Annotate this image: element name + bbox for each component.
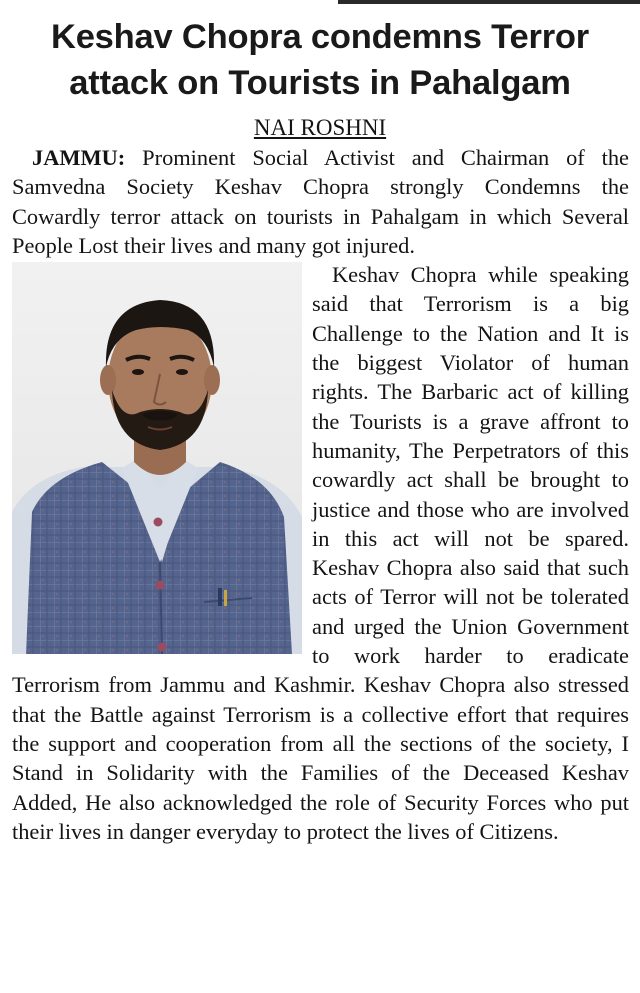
top-rule	[338, 0, 640, 4]
paragraph-2-text: Keshav Chopra while speaking said that Terrorism is a big Challenge to the Nation and It is the biggest Violator of human rights. The Barbaric act of killing the Tourists is a grave affront to humanity, The Perpetrators of this cowardly act shall be brought to justice and those who are involved in this act will not be spared. Keshav Chopra also said that such acts of Terror will not be tolerated and urged the Union Government to work harder to eradicate Terrorism from Jammu and Kashmir. Keshav Chopra also stressed that the Battle against Terrorism is a collective effort that requires the support and cooperation from all the sections of the society, I Stand in Solidarity with the Families of the Deceased Keshav Added, He also acknowledged the role of Security Forces who put their lives in danger everyday to protect the lives of Citizens.	[12, 262, 629, 844]
article-body	[12, 143, 629, 846]
person-portrait-image	[12, 262, 302, 654]
headline: Keshav Chopra condemns Terror attack on Tourists in Pahalgam	[50, 18, 590, 102]
paragraph-1	[12, 143, 629, 260]
byline: NAI ROSHNI	[253, 115, 387, 140]
paragraph-1-text: Prominent Social Activist and Chairman of the Samvedna Society Keshav Chopra strongly Condemns the Cowardly terror attack on tourists in Pahalgam in which Several People Lost their lives and many got injured.	[12, 145, 629, 258]
dateline: JAMMU:	[32, 145, 126, 170]
